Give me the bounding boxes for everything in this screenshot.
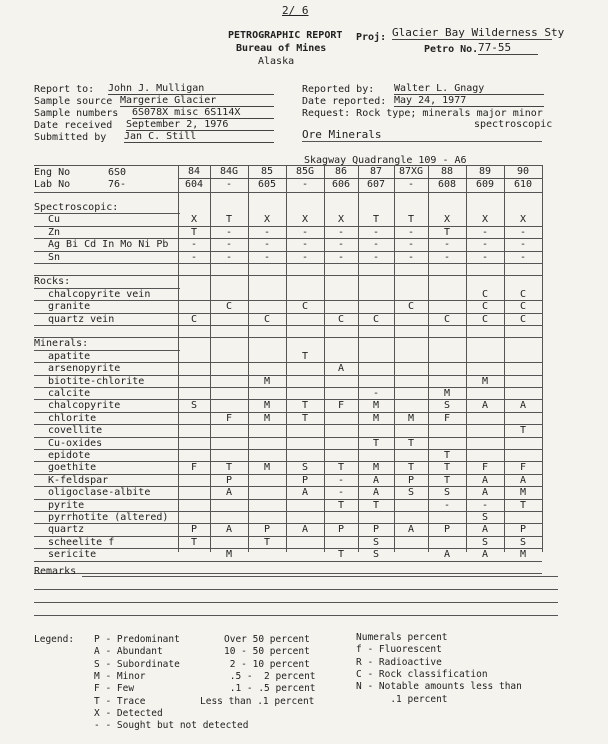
row-label: K-feldspar bbox=[48, 474, 109, 486]
table-cell: - bbox=[225, 226, 233, 238]
table-cell: - bbox=[372, 251, 380, 263]
legend-title: Legend: bbox=[34, 634, 75, 645]
table-cell: M bbox=[263, 375, 271, 387]
legend-code: M bbox=[94, 670, 100, 682]
row-label: goethite bbox=[48, 462, 97, 474]
row-label: granite bbox=[48, 301, 91, 313]
table-cell: A bbox=[519, 400, 527, 412]
reported-by-label: Reported by: bbox=[302, 84, 375, 95]
legend-range: 10 - 50 percent bbox=[224, 646, 310, 658]
table-cell: P bbox=[519, 524, 527, 536]
table-cell: - bbox=[225, 239, 233, 251]
table-cell: M bbox=[372, 412, 380, 424]
report-to-value: John J. Mulligan bbox=[108, 83, 274, 95]
table-cell: - bbox=[443, 251, 451, 263]
sample-source-label: Sample source bbox=[34, 96, 113, 107]
date-reported-value: May 24, 1977 bbox=[394, 95, 544, 107]
table-cell: C bbox=[481, 288, 489, 300]
lab-no-label: Lab No bbox=[34, 179, 71, 190]
table-cell: T bbox=[225, 214, 233, 226]
table-cell: C bbox=[372, 313, 380, 325]
table-cell: - bbox=[407, 251, 415, 263]
legend-code-item: X - Detected bbox=[94, 707, 163, 719]
table-cell: X bbox=[443, 214, 451, 226]
row-label: epidote bbox=[48, 450, 91, 461]
row-label: covellite bbox=[48, 425, 103, 437]
table-cell: - bbox=[372, 239, 380, 251]
table-cell: - bbox=[407, 239, 415, 251]
lab-no-cell: - bbox=[407, 179, 415, 190]
eng-no-cell: 87XG bbox=[398, 166, 424, 177]
table-cell: T bbox=[301, 350, 309, 362]
row-label: Cu bbox=[48, 214, 61, 226]
table-cell: T bbox=[372, 499, 380, 511]
legend-code: P bbox=[94, 634, 100, 645]
table-cell: F bbox=[190, 462, 198, 474]
table-cell: P bbox=[337, 524, 345, 536]
table-cell: X bbox=[337, 214, 345, 226]
table-cell: P bbox=[225, 474, 233, 486]
table-cell: S bbox=[443, 487, 451, 499]
table-cell: S bbox=[372, 549, 380, 561]
table-cell: A bbox=[519, 474, 527, 486]
legend-code-text: Subordinate bbox=[116, 658, 180, 670]
table-cell: - bbox=[519, 239, 527, 251]
table-cell: - bbox=[301, 226, 309, 238]
table-cell: T bbox=[301, 412, 309, 424]
remarks-label: Remarks bbox=[34, 566, 77, 577]
row-label: chlorite bbox=[48, 412, 97, 424]
legend-code: T bbox=[94, 695, 100, 707]
eng-no-cell: 85G bbox=[295, 166, 315, 177]
table-cell: C bbox=[407, 301, 415, 313]
lab-no-cell: 609 bbox=[475, 179, 495, 190]
table-cell: - bbox=[301, 239, 309, 251]
table-cell: X bbox=[519, 214, 527, 226]
legend-code-item: S - Subordinate bbox=[94, 658, 180, 670]
table-cell: A bbox=[301, 524, 309, 536]
table-cell: F bbox=[225, 412, 233, 424]
table-cell: T bbox=[225, 462, 233, 474]
legend-code-text: Detected bbox=[116, 707, 163, 719]
table-cell: T bbox=[337, 462, 345, 474]
table-cell: P bbox=[301, 474, 309, 486]
table-cell: M bbox=[225, 549, 233, 561]
table-cell: M bbox=[372, 462, 380, 474]
report-title: PETROGRAPHIC REPORT bbox=[228, 30, 343, 41]
legend-note: f - Fluorescent bbox=[356, 644, 442, 656]
legend-note: .1 percent bbox=[356, 693, 448, 705]
table-cell: M bbox=[263, 462, 271, 474]
legend-note: C - Rock classification bbox=[356, 668, 488, 680]
table-cell: - bbox=[263, 251, 271, 263]
table-cell: - bbox=[337, 487, 345, 499]
table-cell: T bbox=[443, 462, 451, 474]
legend-code-text: Sought but not detected bbox=[116, 720, 249, 732]
lab-no-cell: 605 bbox=[257, 179, 277, 190]
table-cell: C bbox=[443, 313, 451, 325]
table-cell: M bbox=[263, 400, 271, 412]
lab-no-cell: 607 bbox=[366, 179, 386, 190]
table-cell: P bbox=[263, 524, 271, 536]
legend-code: F bbox=[94, 683, 100, 695]
table-cell: - bbox=[225, 251, 233, 263]
legend-range: .5 - 2 percent bbox=[224, 670, 316, 682]
table-cell: - bbox=[190, 251, 198, 263]
table-cell: T bbox=[519, 425, 527, 437]
eng-no-cell: 87 bbox=[369, 166, 383, 177]
eng-no-cell: 88 bbox=[440, 166, 454, 177]
legend-code-item: F - Few bbox=[94, 683, 135, 695]
legend-range: Less than .1 percent bbox=[200, 695, 315, 707]
table-cell: S bbox=[519, 536, 527, 548]
eng-no-label: Eng No bbox=[34, 167, 71, 178]
row-label: oligoclase-albite bbox=[48, 487, 151, 499]
table-cell: S bbox=[190, 400, 198, 412]
table-cell: A bbox=[481, 487, 489, 499]
legend-note: N - Notable amounts less than bbox=[356, 681, 522, 693]
eng-no-cell: 90 bbox=[516, 166, 530, 177]
table-cell: - bbox=[407, 226, 415, 238]
table-cell: T bbox=[407, 462, 415, 474]
legend-range: Over 50 percent bbox=[224, 634, 310, 645]
table-cell: P bbox=[190, 524, 198, 536]
request-type-value: Ore Minerals bbox=[302, 128, 382, 141]
legend-code: X bbox=[94, 707, 100, 719]
table-cell: - bbox=[337, 251, 345, 263]
lab-no-cell: 608 bbox=[437, 179, 457, 190]
table-cell: F bbox=[519, 462, 527, 474]
table-cell: P bbox=[407, 474, 415, 486]
row-label: calcite bbox=[48, 388, 91, 399]
section-title: Minerals: bbox=[34, 338, 89, 350]
submitted-by-value: Jan C. Still bbox=[124, 131, 274, 143]
table-cell: - bbox=[481, 251, 489, 263]
table-cell: A bbox=[337, 363, 345, 375]
legend-range: 2 - 10 percent bbox=[224, 658, 310, 670]
table-cell: C bbox=[519, 313, 527, 325]
table-cell: X bbox=[481, 214, 489, 226]
location-name: Alaska bbox=[258, 56, 295, 67]
project-label: Proj: bbox=[356, 32, 387, 43]
row-label: biotite-chlorite bbox=[48, 375, 145, 387]
table-cell: - bbox=[372, 226, 380, 238]
table-cell: - bbox=[443, 499, 451, 511]
table-cell: P bbox=[443, 524, 451, 536]
table-cell: P bbox=[372, 524, 380, 536]
table-cell: C bbox=[519, 301, 527, 313]
table-cell: M bbox=[372, 400, 380, 412]
table-cell: X bbox=[190, 214, 198, 226]
legend-note: R - Radioactive bbox=[356, 656, 442, 668]
table-cell: T bbox=[443, 226, 451, 238]
table-cell: - bbox=[519, 226, 527, 238]
table-cell: C bbox=[481, 301, 489, 313]
legend-code: - bbox=[94, 720, 100, 732]
table-cell: A bbox=[372, 487, 380, 499]
table-cell: T bbox=[443, 474, 451, 486]
table-cell: M bbox=[263, 412, 271, 424]
quadrangle-label: Skagway Quadrangle 109 - A6 bbox=[304, 155, 467, 166]
table-cell: - bbox=[481, 226, 489, 238]
table-cell: A bbox=[443, 549, 451, 561]
table-cell: - bbox=[337, 239, 345, 251]
table-cell: A bbox=[481, 400, 489, 412]
table-cell: T bbox=[190, 226, 198, 238]
reported-by-value: Walter L. Gnagy bbox=[394, 83, 544, 95]
project-value: Glacier Bay Wilderness Sty bbox=[392, 26, 565, 39]
submitted-by-label: Submitted by bbox=[34, 132, 107, 143]
table-cell: T bbox=[372, 437, 380, 449]
lab-no-cell: 606 bbox=[331, 179, 351, 190]
eng-no-cell: 84 bbox=[187, 166, 201, 177]
legend-code-text: Predominant bbox=[116, 634, 180, 645]
sample-source-value: Margerie Glacier bbox=[120, 95, 274, 107]
table-cell: - bbox=[263, 226, 271, 238]
table-cell: S bbox=[443, 400, 451, 412]
page-number: 2/ 6 bbox=[282, 4, 309, 17]
table-cell: - bbox=[337, 226, 345, 238]
petro-no-label: Petro No. bbox=[424, 44, 479, 55]
legend-code-item: - - Sought but not detected bbox=[94, 720, 249, 732]
legend-code-text: Minor bbox=[116, 670, 146, 682]
eng-no-cell: 86 bbox=[334, 166, 348, 177]
row-label: apatite bbox=[48, 350, 91, 362]
table-cell: M bbox=[407, 412, 415, 424]
table-cell: M bbox=[519, 549, 527, 561]
table-cell: F bbox=[481, 462, 489, 474]
date-received-value: September 2, 1976 bbox=[126, 119, 274, 131]
table-cell: F bbox=[337, 400, 345, 412]
legend-range: .1 - .5 percent bbox=[224, 683, 316, 695]
row-label: Zn bbox=[48, 226, 61, 238]
legend-code: A bbox=[94, 646, 100, 658]
table-cell: A bbox=[301, 487, 309, 499]
bureau-name: Bureau of Mines bbox=[236, 43, 327, 54]
section-title: Spectroscopic: bbox=[34, 202, 119, 213]
table-cell: S bbox=[481, 512, 489, 523]
table-cell: T bbox=[407, 214, 415, 226]
sample-numbers-value: 6S078X misc 6S114X bbox=[132, 107, 274, 119]
request-text: Request: Rock type; minerals major minor bbox=[302, 108, 543, 119]
table-cell: A bbox=[481, 524, 489, 536]
table-cell: T bbox=[407, 437, 415, 449]
petro-no-value: 77-55 bbox=[478, 41, 538, 55]
row-label: sericite bbox=[48, 549, 97, 561]
table-cell: T bbox=[263, 536, 271, 548]
row-label: chalcopyrite vein bbox=[48, 288, 151, 300]
row-label: pyrrhotite (altered) bbox=[48, 512, 169, 523]
table-cell: - bbox=[519, 251, 527, 263]
table-cell: - bbox=[190, 239, 198, 251]
table-cell: - bbox=[481, 499, 489, 511]
legend-code-item: T - Trace bbox=[94, 695, 146, 707]
legend-code-item: P - Predominant bbox=[94, 634, 180, 645]
table-cell: X bbox=[263, 214, 271, 226]
legend-code-text: Abundant bbox=[116, 646, 163, 658]
table-cell: A bbox=[225, 524, 233, 536]
table-cell: A bbox=[481, 474, 489, 486]
table-cell: T bbox=[301, 400, 309, 412]
row-label: chalcopyrite bbox=[48, 400, 121, 412]
table-cell: - bbox=[301, 251, 309, 263]
row-label: Sn bbox=[48, 251, 61, 263]
table-cell: A bbox=[225, 487, 233, 499]
legend-code-text: Few bbox=[116, 683, 135, 695]
table-cell: S bbox=[407, 487, 415, 499]
table-cell: - bbox=[481, 239, 489, 251]
table-cell: A bbox=[481, 549, 489, 561]
legend-note: Numerals percent bbox=[356, 632, 448, 643]
table-cell: C bbox=[263, 313, 271, 325]
eng-no-cell: 84G bbox=[219, 166, 239, 177]
table-cell: T bbox=[337, 549, 345, 561]
table-cell: X bbox=[301, 214, 309, 226]
row-label: pyrite bbox=[48, 499, 85, 511]
date-received-label: Date received bbox=[34, 120, 113, 131]
table-cell: C bbox=[301, 301, 309, 313]
table-cell: F bbox=[443, 412, 451, 424]
table-cell: T bbox=[372, 214, 380, 226]
section-title: Rocks: bbox=[34, 276, 71, 288]
table-cell: C bbox=[225, 301, 233, 313]
legend-code-item: M - Minor bbox=[94, 670, 146, 682]
legend-code-item: A - Abundant bbox=[94, 646, 163, 658]
row-label: scheelite f bbox=[48, 536, 115, 548]
table-cell: A bbox=[407, 524, 415, 536]
row-label: arsenopyrite bbox=[48, 363, 121, 375]
table-cell: A bbox=[372, 474, 380, 486]
table-cell: C bbox=[481, 313, 489, 325]
table-cell: T bbox=[337, 499, 345, 511]
eng-no-cell: 85 bbox=[260, 166, 274, 177]
eng-no-cell: 89 bbox=[478, 166, 492, 177]
table-cell: S bbox=[301, 462, 309, 474]
row-label: Cu-oxides bbox=[48, 437, 103, 449]
table-cell: S bbox=[481, 536, 489, 548]
table-cell: M bbox=[519, 487, 527, 499]
table-cell: T bbox=[443, 450, 451, 461]
sample-numbers-label: Sample numbers bbox=[34, 108, 119, 119]
table-cell: T bbox=[190, 536, 198, 548]
table-cell: C bbox=[337, 313, 345, 325]
table-cell: - bbox=[372, 388, 380, 399]
table-cell: M bbox=[443, 388, 451, 399]
lab-no-cell: - bbox=[301, 179, 309, 190]
table-cell: S bbox=[372, 536, 380, 548]
table-cell: M bbox=[481, 375, 489, 387]
date-reported-label: Date reported: bbox=[302, 96, 387, 107]
legend-code: S bbox=[94, 658, 100, 670]
table-cell: T bbox=[519, 499, 527, 511]
row-label: Ag Bi Cd In Mo Ni Pb bbox=[48, 239, 169, 251]
eng-no-prefix: 6S0 bbox=[108, 167, 127, 178]
row-label: quartz bbox=[48, 524, 85, 536]
table-cell: - bbox=[443, 239, 451, 251]
table-cell: C bbox=[519, 288, 527, 300]
row-label: quartz vein bbox=[48, 313, 115, 325]
lab-no-cell: - bbox=[225, 179, 233, 190]
lab-no-cell: 604 bbox=[184, 179, 204, 190]
table-cell: - bbox=[263, 239, 271, 251]
report-to-label: Report to: bbox=[34, 84, 95, 95]
request-text-cont: spectroscopic bbox=[474, 119, 553, 130]
legend-code-text: Trace bbox=[116, 695, 146, 707]
table-cell: - bbox=[337, 474, 345, 486]
table-cell: C bbox=[190, 313, 198, 325]
lab-no-cell: 610 bbox=[513, 179, 533, 190]
lab-no-prefix: 76- bbox=[108, 179, 127, 190]
